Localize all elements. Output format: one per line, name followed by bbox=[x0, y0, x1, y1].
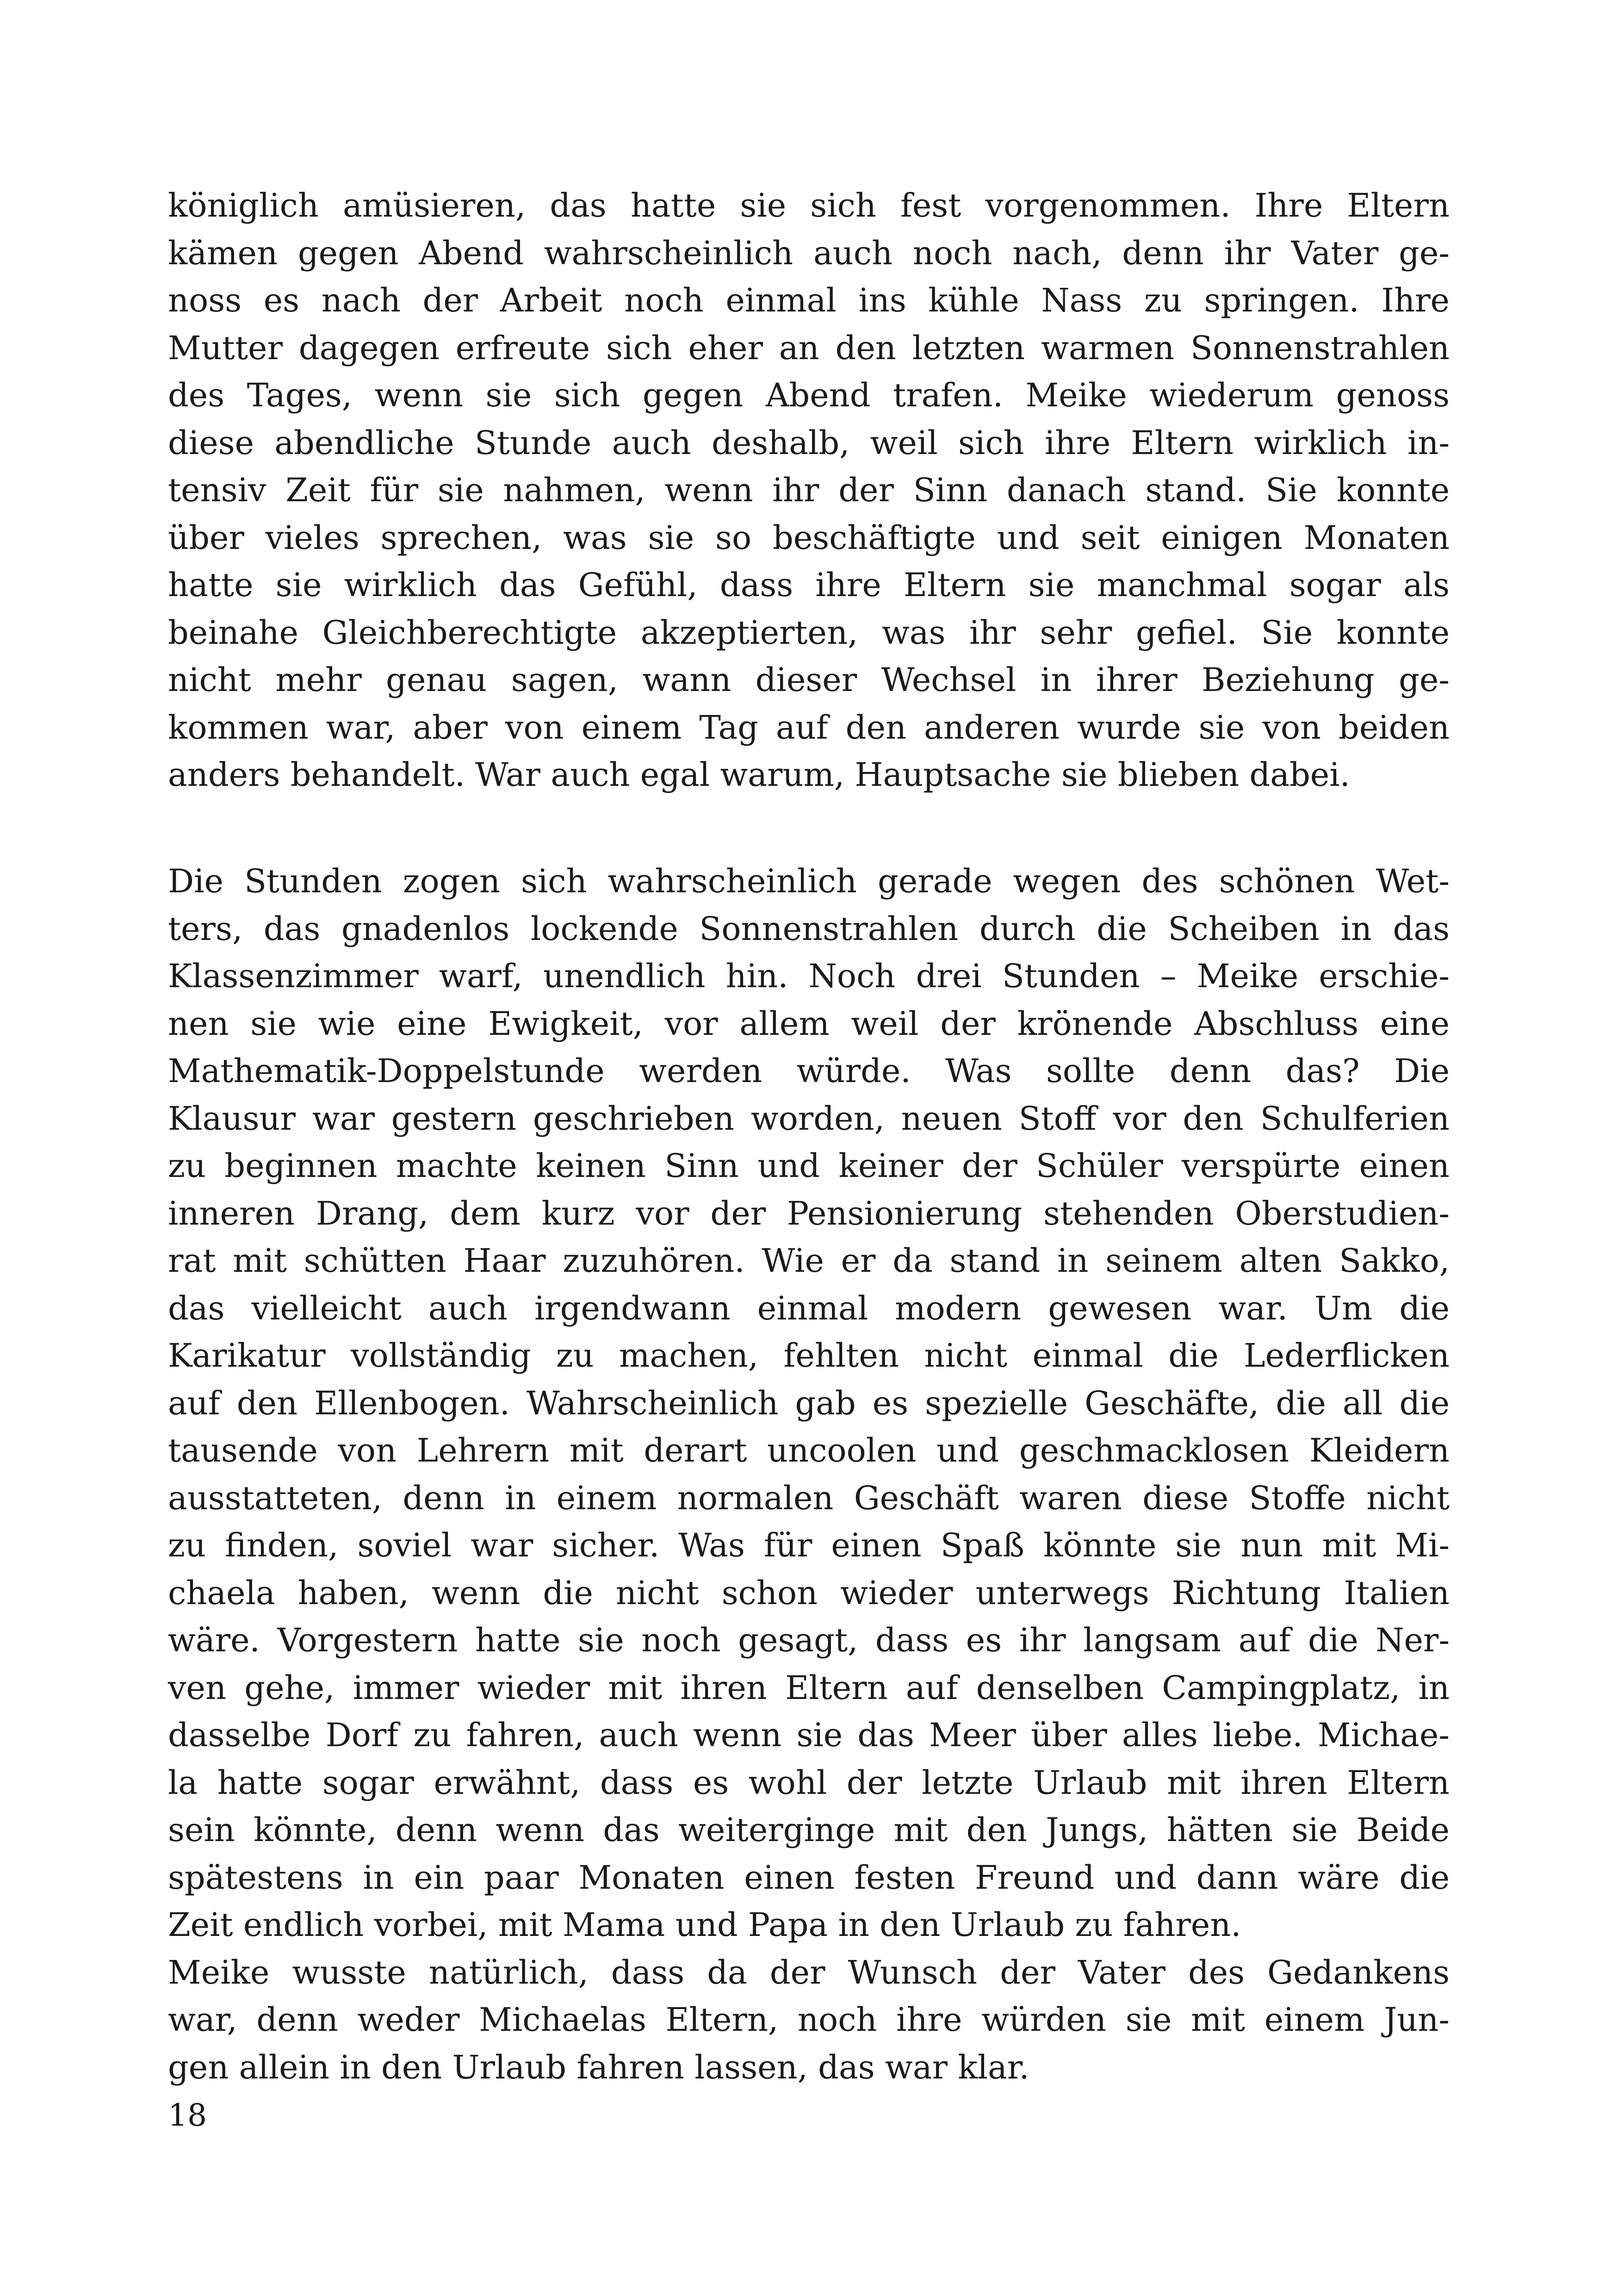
text-line: anders behandelt. War auch egal warum, Hauptsache sie blieben dabei. bbox=[168, 756, 1350, 794]
text-line: ausstatteten, denn in einem normalen Geschäft waren diese Stoffe nicht bbox=[168, 1479, 1450, 1517]
text-line: chaela haben, wenn die nicht schon wieder unterwegs Richtung Italien bbox=[168, 1574, 1450, 1612]
text-line: das vielleicht auch irgendwann einmal modern gewesen war. Um die bbox=[168, 1289, 1450, 1327]
text-line: Mathematik-Doppelstunde werden würde. Was sollte denn das? Die bbox=[168, 1052, 1450, 1090]
text-line: zu finden, soviel war sicher. Was für einen Spaß könnte sie nun mit Mi- bbox=[168, 1526, 1450, 1564]
text-line: Klassenzimmer warf, unendlich hin. Noch drei Stunden – Meike erschie- bbox=[168, 957, 1450, 995]
text-line: nicht mehr genau sagen, wann dieser Wechsel in ihrer Beziehung ge- bbox=[168, 661, 1450, 699]
text-line: Zeit endlich vorbei, mit Mama und Papa in den Urlaub zu fahren. bbox=[168, 1906, 1241, 1944]
text-line: noss es nach der Arbeit noch einmal ins kühle Nass zu springen. Ihre bbox=[168, 281, 1450, 319]
text-line: Klausur war gestern geschrieben worden, neuen Stoff vor den Schulferien bbox=[168, 1099, 1450, 1138]
text-line: hatte sie wirklich das Gefühl, dass ihre Eltern sie manchmal sogar als bbox=[168, 566, 1450, 604]
text-line: nen sie wie eine Ewigkeit, vor allem weil der krönende Abschluss eine bbox=[168, 1004, 1450, 1043]
text-line: Karikatur vollständig zu machen, fehlten nicht einmal die Lederflicken bbox=[168, 1337, 1450, 1375]
text-line: spätestens in ein paar Monaten einen festen Freund und dann wäre die bbox=[168, 1858, 1450, 1897]
text-line: königlich amüsieren, das hatte sie sich fest vorgenommen. Ihre Eltern bbox=[168, 187, 1450, 224]
text-line: dasselbe Dorf zu fahren, auch wenn sie das Meer über alles liebe. Michae- bbox=[168, 1716, 1450, 1754]
text-line: beinahe Gleichberechtigte akzeptierten, was ihr sehr gefiel. Sie konnte bbox=[168, 613, 1450, 652]
text-line: Mutter dagegen erfreute sich eher an den letzten warmen Sonnenstrahlen bbox=[168, 329, 1450, 367]
text-line: war, denn weder Michaelas Eltern, noch ihre würden sie mit einem Jun- bbox=[168, 2001, 1450, 2039]
text-line: tausende von Lehrern mit derart uncoolen und geschmacklosen Kleidern bbox=[168, 1431, 1450, 1469]
text-line: sein könnte, denn wenn das weiterginge mit den Jungs, hätten sie Beide bbox=[168, 1811, 1450, 1849]
text-line: wäre. Vorgestern hatte sie noch gesagt, dass es ihr langsam auf die Ner- bbox=[168, 1621, 1450, 1659]
text-line: inneren Drang, dem kurz vor der Pensionierung stehenden Oberstudien- bbox=[168, 1194, 1450, 1232]
text-line: kommen war, aber von einem Tag auf den anderen wurde sie von beiden bbox=[168, 708, 1450, 747]
text-line: rat mit schütten Haar zuzuhören. Wie er da stand in seinem alten Sakko, bbox=[168, 1242, 1450, 1280]
text-line: kämen gegen Abend wahrscheinlich auch noch nach, denn ihr Vater ge- bbox=[168, 234, 1450, 272]
text-line: la hatte sogar erwähnt, dass es wohl der letzte Urlaub mit ihren Eltern bbox=[168, 1763, 1450, 1802]
text-line: gen allein in den Urlaub fahren lassen, das war klar. bbox=[168, 2048, 1029, 2086]
text-line: Die Stunden zogen sich wahrscheinlich gerade wegen des schönen Wet- bbox=[168, 862, 1450, 900]
text-line: über vieles sprechen, was sie so beschäftigte und seit einigen Monaten bbox=[168, 518, 1450, 557]
text-line: zu beginnen machte keinen Sinn und keiner der Schüler verspürte einen bbox=[168, 1147, 1450, 1185]
text-line: auf den Ellenbogen. Wahrscheinlich gab es spezielle Geschäfte, die all die bbox=[168, 1384, 1450, 1422]
text-line: diese abendliche Stunde auch deshalb, weil sich ihre Eltern wirklich in- bbox=[168, 423, 1450, 462]
text-line: des Tages, wenn sie sich gegen Abend trafen. Meike wiederum genoss bbox=[168, 376, 1450, 414]
paragraph-1 bbox=[168, 182, 1450, 799]
text-line: ters, das gnadenlos lockende Sonnenstrahlen durch die Scheiben in das bbox=[168, 909, 1450, 948]
text-line: Meike wusste natürlich, dass da der Wunsch der Vater des Gedankens bbox=[168, 1953, 1450, 1991]
text-line: ven gehe, immer wieder mit ihren Eltern auf denselben Campingplatz, in bbox=[168, 1668, 1450, 1707]
page-number: 18 bbox=[168, 2097, 207, 2133]
paragraph-2 bbox=[168, 858, 1450, 2091]
text-line: tensiv Zeit für sie nahmen, wenn ihr der Sinn danach stand. Sie konnte bbox=[168, 471, 1450, 509]
